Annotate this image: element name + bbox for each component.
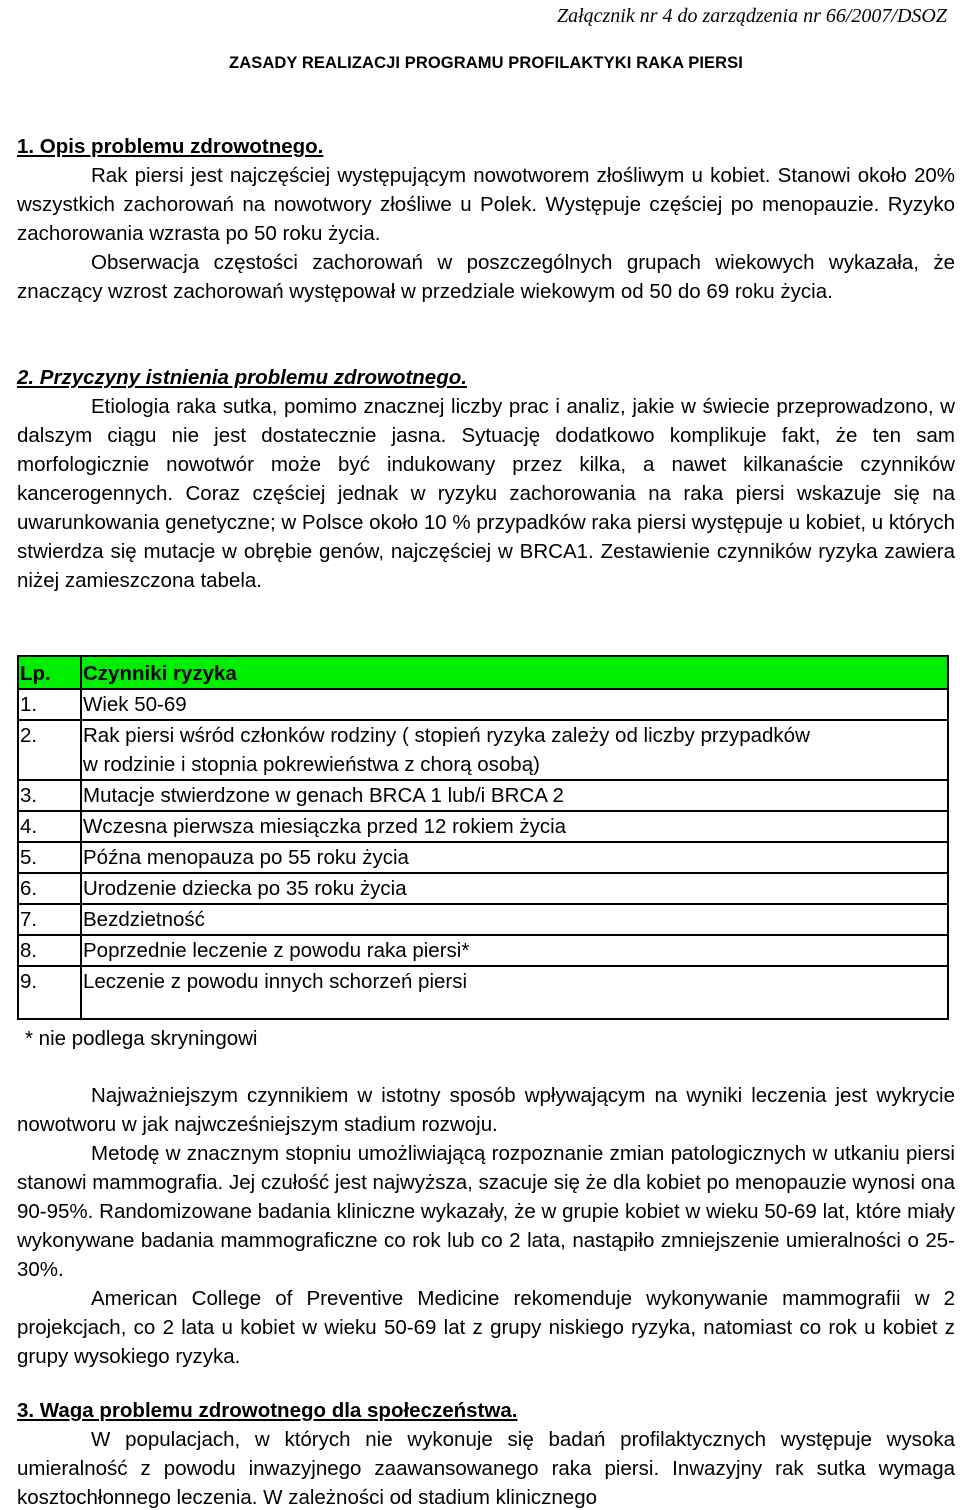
row-text-line-2: w rodzinie i stopnia pokrewieństwa z chorą osobą) — [83, 753, 540, 776]
row-text: Urodzenie dziecka po 35 roku życia — [81, 873, 948, 904]
section-3-heading: 3. Waga problemu zdrowotnego dla społeczeństwa. — [17, 1399, 518, 1422]
row-number: 7. — [18, 904, 81, 935]
row-text: Późna menopauza po 55 roku życia — [81, 842, 948, 873]
section-3 — [17, 1396, 955, 1510]
table-row — [18, 966, 948, 1019]
table-header-row — [18, 656, 948, 689]
row-number: 8. — [18, 935, 81, 966]
row-number: 9. — [18, 966, 81, 1019]
row-text: Wczesna pierwsza miesiączka przed 12 rokiem życia — [81, 811, 948, 842]
row-text: Poprzednie leczenie z powodu raka piersi* — [81, 935, 948, 966]
table-row — [18, 780, 948, 811]
row-number: 3. — [18, 780, 81, 811]
section-1-heading: 1. Opis problemu zdrowotnego. — [17, 135, 324, 158]
table-row — [18, 811, 948, 842]
section-1-paragraph-1: Rak piersi jest najczęściej występującym nowotworem złośliwym u kobiet. Stanowi około 20% wszystkich zachorowań na nowotwory złośliwe u Polek. Występuje częściej po menopauzie. Ryzyko zachorowania wzrasta po 50 roku życia. — [17, 164, 955, 245]
table-row — [18, 842, 948, 873]
table-header-no: Lp. — [18, 656, 81, 689]
section-1-paragraph-2: Obserwacja częstości zachorowań w poszczególnych grupach wiekowych wykazała, że znaczący wzrost zachorowań występował w przedziale wiekowym od 50 do 69 roku życia. — [17, 251, 955, 303]
table-footnote: * nie podlega skryningowi — [25, 1027, 258, 1050]
section-2-paragraph: Etiologia raka sutka, pomimo znacznej liczby prac i analiz, jakie w świecie przeprowadzono, w dalszym ciągu nie jest dostatecznie jasna. Sytuację dodatkowo komplikuje fakt, że ten sam morfologicznie nowotwór może być indukowany przez kilka, a nawet kilkanaście czynników kancerogennych. Coraz częściej jednak w ryzyku zachorowania na raka piersi wskazuje się na uwarunkowania genetyczne; w Polsce około 10 % przypadków raka piersi występuje u kobiet, u których stwierdza się mutacje w obrębie genów, najczęściej w BRCA1. Zestawienie czynników ryzyka zawiera niżej zamieszczona tabela. — [17, 395, 955, 592]
row-text — [81, 720, 948, 780]
row-number: 2. — [18, 720, 81, 780]
section-2b-paragraph-2: Metodę w znacznym stopniu umożliwiającą rozpoznanie zmian patologicznych w utkaniu piersi stanowi mammografia. Jej czułość jest najwyższa, szacuje się że dla kobiet po menopauzie wynosi ona 90-95%. Randomizowane badania kliniczne wykazały, że w grupie kobiet w wieku 50-69 lat, które miały wykonywane badania mammograficzne co rok lub co 2 lata, nastąpiło zmniejszenie umieralności o 25-30%. — [17, 1142, 955, 1281]
row-text: Mutacje stwierdzone w genach BRCA 1 lub/i BRCA 2 — [81, 780, 948, 811]
row-text: Bezdzietność — [81, 904, 948, 935]
row-text: Leczenie z powodu innych schorzeń piersi — [81, 966, 948, 1019]
section-2b-paragraph-3: American College of Preventive Medicine rekomenduje wykonywanie mammografii w 2 projekcjach, co 2 lata u kobiet w wieku 50-69 lat z grupy niskiego ryzyka, natomiast co rok u kobiet z grupy wysokiego ryzyka. — [17, 1287, 955, 1368]
table-row — [18, 873, 948, 904]
risk-factors-table — [17, 655, 949, 1020]
annex-reference: Załącznik nr 4 do zarządzenia nr 66/2007/DSOZ — [556, 5, 947, 27]
table-row — [18, 904, 948, 935]
section-3-paragraph: W populacjach, w których nie wykonuje się badań profilaktycznych występuje wysoka umieralność z powodu inwazyjnego zaawansowanego raka piersi. Inwazyjny rak sutka wymaga kosztochłonnego leczenia. W zależności od stadium klinicznego — [17, 1428, 955, 1509]
table-row — [18, 689, 948, 720]
row-text: Wiek 50-69 — [81, 689, 948, 720]
row-text-line-1: Rak piersi wśród członków rodziny ( stopień ryzyka zależy od liczby przypadków — [83, 724, 810, 747]
section-1 — [17, 132, 955, 306]
document-title: ZASADY REALIZACJI PROGRAMU PROFILAKTYKI RAKA PIERSI — [229, 54, 743, 72]
table-header-factor: Czynniki ryzyka — [81, 656, 948, 689]
section-2 — [17, 363, 955, 595]
section-2-heading: 2. Przyczyny istnienia problemu zdrowotnego. — [17, 366, 467, 389]
table-row — [18, 720, 948, 780]
row-number: 1. — [18, 689, 81, 720]
row-number: 5. — [18, 842, 81, 873]
row-number: 6. — [18, 873, 81, 904]
section-2b-paragraph-1: Najważniejszym czynnikiem w istotny sposób wpływającym na wyniki leczenia jest wykrycie nowotworu w jak najwcześniejszym stadium rozwoju. — [17, 1084, 955, 1136]
table-row — [18, 935, 948, 966]
section-2-continued — [17, 1081, 955, 1371]
row-number: 4. — [18, 811, 81, 842]
